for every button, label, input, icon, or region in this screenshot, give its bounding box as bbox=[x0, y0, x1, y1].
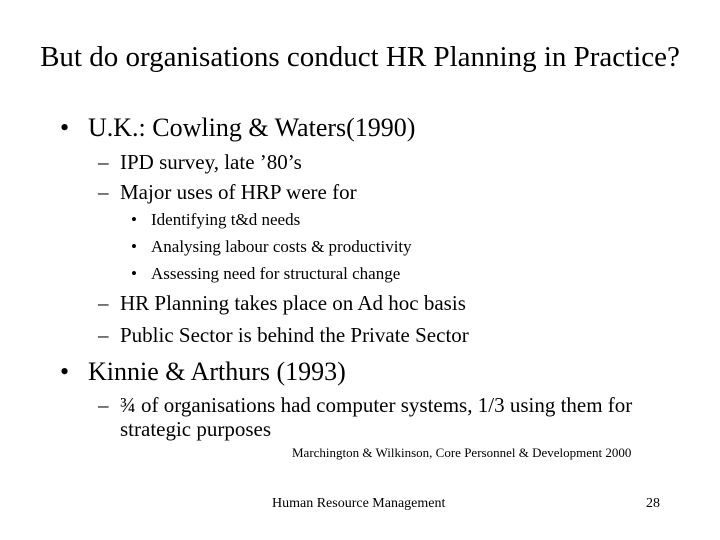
subbullet-text: Public Sector is behind the Private Sector bbox=[120, 323, 469, 347]
slide-footer bbox=[0, 494, 720, 514]
dash-marker: – bbox=[98, 393, 109, 417]
subsubbullet-text: Identifying t&d needs bbox=[151, 210, 301, 229]
bullet-marker: • bbox=[131, 264, 137, 283]
subbullet-text: Major uses of HRP were for bbox=[120, 180, 357, 204]
page-number: 28 bbox=[646, 496, 660, 511]
subbullet-text: HR Planning takes place on Ad hoc basis bbox=[120, 291, 466, 315]
bullet-text: Kinnie & Arthurs (1993) bbox=[88, 357, 346, 386]
slide-title: But do organisations conduct HR Planning in Practice? bbox=[40, 41, 680, 73]
dash-marker: – bbox=[98, 150, 109, 174]
subbullet-text: ¾ of organisations had computer systems, 1/3 using them for strategic purposes bbox=[120, 393, 633, 441]
dash-marker: – bbox=[98, 323, 109, 347]
bullet-marker: • bbox=[60, 357, 70, 386]
footer-title: Human Resource Management bbox=[272, 496, 446, 511]
citation: Marchington & Wilkinson, Core Personnel & Development 2000 bbox=[292, 445, 632, 460]
subsubbullet-text: Analysing labour costs & productivity bbox=[151, 237, 412, 256]
dash-marker: – bbox=[98, 180, 109, 204]
bullet-marker: • bbox=[131, 237, 137, 256]
subbullet-text: IPD survey, late ’80’s bbox=[120, 150, 302, 174]
bullet-text: U.K.: Cowling & Waters(1990) bbox=[88, 113, 416, 142]
dash-marker: – bbox=[98, 291, 109, 315]
subsubbullet-text: Assessing need for structural change bbox=[151, 264, 401, 283]
bullet-marker: • bbox=[60, 113, 70, 142]
bullet-marker: • bbox=[131, 210, 137, 229]
